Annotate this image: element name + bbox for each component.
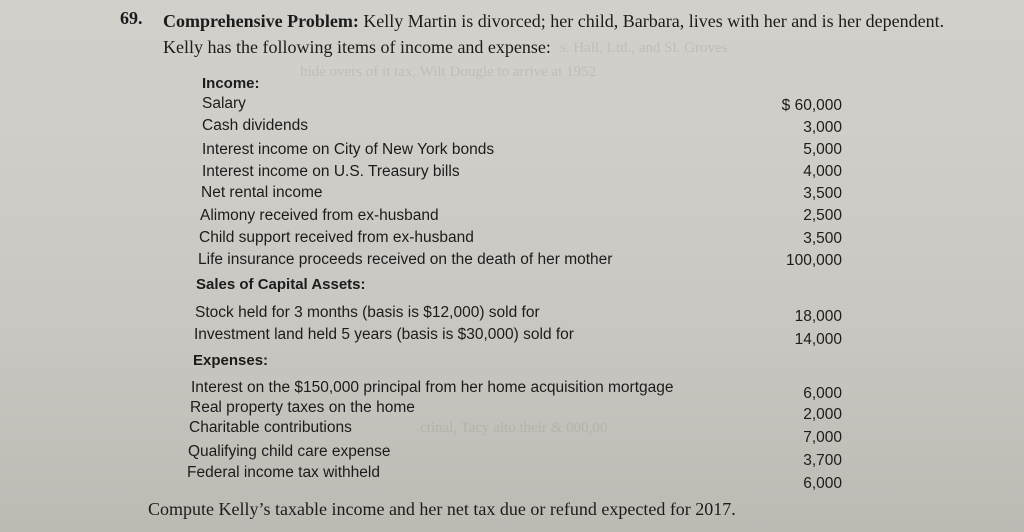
income-amount-rental: 3,500 bbox=[803, 185, 842, 202]
problem-intro-text: Kelly Martin is divorced; her child, Barbara, lives with her and is her dependent. Kelly has the following items of income and expense: bbox=[163, 11, 945, 57]
expense-amount-withholding: 6,000 bbox=[803, 475, 842, 492]
expense-label-withholding: Federal income tax withheld bbox=[187, 464, 380, 481]
income-label-salary: Salary bbox=[202, 95, 246, 112]
capital-amount-land: 14,000 bbox=[794, 331, 842, 348]
bleed-through-text: ctinal, Tacy alto their & 000,00 bbox=[420, 420, 608, 436]
bleed-through-text: hide overs of it tax, Wilt Dougle to arrive at 1952 bbox=[300, 64, 597, 80]
income-amount-ny-bonds: 5,000 bbox=[803, 141, 842, 158]
problem-question: Compute Kelly’s taxable income and her net tax due or refund expected for 2017. bbox=[148, 499, 736, 519]
income-label-dividends: Cash dividends bbox=[202, 117, 308, 134]
expense-amount-child-care: 3,700 bbox=[803, 452, 842, 469]
income-label-ny-bonds: Interest income on City of New York bonds bbox=[202, 141, 495, 158]
income-amount-salary: $ 60,000 bbox=[781, 97, 842, 114]
income-label-alimony: Alimony received from ex-husband bbox=[200, 207, 439, 224]
capital-assets-heading: Sales of Capital Assets: bbox=[196, 276, 366, 293]
income-label-life-insurance: Life insurance proceeds received on the death of her mother bbox=[198, 251, 613, 268]
income-amount-dividends: 3,000 bbox=[803, 119, 842, 136]
expense-label-property-taxes: Real property taxes on the home bbox=[190, 399, 415, 416]
income-amount-treasury: 4,000 bbox=[803, 163, 842, 180]
problem-title: Comprehensive Problem: bbox=[163, 11, 359, 31]
expense-label-child-care: Qualifying child care expense bbox=[188, 443, 391, 460]
income-label-treasury: Interest income on U.S. Treasury bills bbox=[202, 163, 460, 180]
bleed-through-text: s. Hall, Ltd., and Sl. Groves bbox=[560, 40, 728, 56]
expense-label-mortgage-interest: Interest on the $150,000 principal from her home acquisition mortgage bbox=[191, 379, 674, 396]
income-label-rental: Net rental income bbox=[201, 184, 323, 201]
expense-amount-charitable: 7,000 bbox=[803, 429, 842, 446]
problem-intro bbox=[163, 8, 963, 60]
income-heading: Income: bbox=[202, 75, 260, 92]
problem-number: 69. bbox=[120, 8, 143, 28]
expense-amount-mortgage-interest: 6,000 bbox=[803, 385, 842, 402]
expenses-heading: Expenses: bbox=[193, 352, 269, 369]
income-amount-child-support: 3,500 bbox=[803, 230, 842, 247]
capital-label-stock: Stock held for 3 months (basis is $12,000) sold for bbox=[195, 304, 540, 321]
capital-label-land: Investment land held 5 years (basis is $30,000) sold for bbox=[194, 326, 574, 343]
expense-label-charitable: Charitable contributions bbox=[189, 419, 352, 436]
capital-amount-stock: 18,000 bbox=[794, 308, 842, 325]
income-amount-alimony: 2,500 bbox=[803, 207, 842, 224]
expense-amount-property-taxes: 2,000 bbox=[803, 406, 842, 423]
income-label-child-support: Child support received from ex-husband bbox=[199, 229, 474, 246]
income-amount-life-insurance: 100,000 bbox=[785, 252, 842, 269]
